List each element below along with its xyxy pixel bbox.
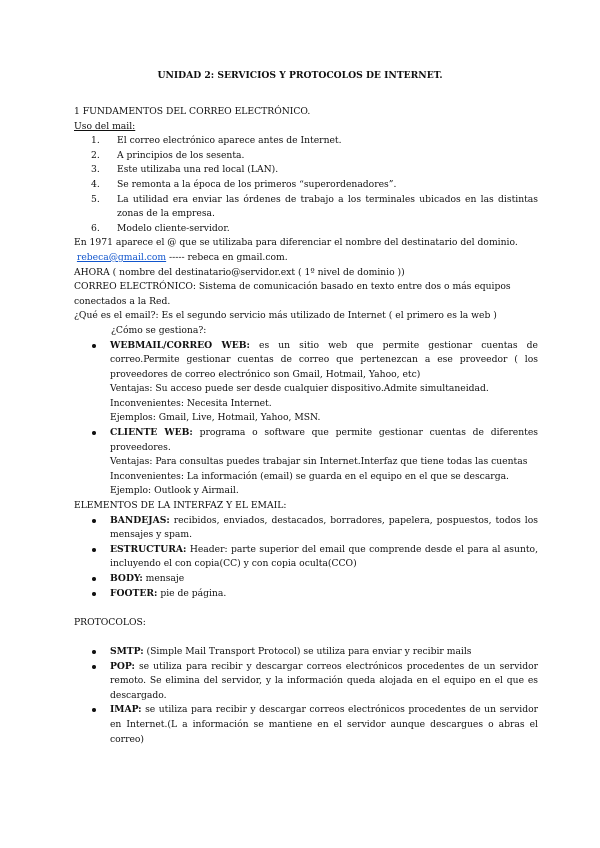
list-item-label: BANDEJAS: <box>110 514 170 526</box>
list-item <box>74 514 538 543</box>
section1-heading: 1 FUNDAMENTOS DEL CORREO ELECTRÓNICO. <box>74 106 311 117</box>
list-item-subline: Ventajas: Para consultas puedes trabajar sin Internet.Interfaz que tiene todas las cuentas <box>110 456 528 468</box>
list-item-text: El correo electrónico aparece antes de Internet. <box>117 135 342 147</box>
list-item-label: FOOTER: <box>110 587 158 599</box>
bullet-icon <box>92 548 96 552</box>
list-item-text: A principios de los sesenta. <box>117 149 245 161</box>
list-number: 6. <box>91 222 100 234</box>
list-number: 2. <box>91 149 100 161</box>
list-item-text: Este utilizaba una red local (LAN). <box>117 164 279 176</box>
list-item-subline: Ventajas: Su acceso puede ser desde cualquier dispositivo.Admite simultaneidad. <box>110 383 489 395</box>
bullet-icon <box>92 519 96 523</box>
list-item-label: POP: <box>110 660 135 672</box>
list-item-text: mensaje <box>142 573 185 584</box>
email-link[interactable]: rebeca@gmail.com <box>76 251 167 263</box>
list-item-label: SMTP: <box>110 645 144 657</box>
list-item-text: Header: parte superior del email que comprende desde el para al asunto, incluyendo el con copia(CC) y con copia oculta(CCO) <box>110 543 538 570</box>
list-item <box>74 339 538 383</box>
uso-list <box>74 134 538 236</box>
list-item <box>74 543 538 572</box>
spacer <box>74 630 538 645</box>
list-item <box>74 149 538 164</box>
list-number: 4. <box>91 178 100 190</box>
list-item <box>74 572 538 587</box>
como-se-gestiona: ¿Cómo se gestiona?: <box>111 324 207 336</box>
uso-heading: Uso del mail: <box>74 120 136 132</box>
list-item-text: La utilidad era enviar las órdenes de trabajo a los terminales ubicados en las distintas zonas de la empresa. <box>117 193 538 220</box>
list-item <box>74 587 538 602</box>
list-item-text: recibidos, enviados, destacados, borradores, papelera, pospuestos, todos los mensajes y spam. <box>110 514 538 541</box>
list-item-text: es un sitio web que permite gestionar cuentas de correo.Permite gestionar cuentas de correo que pertenezcan a ese proveedor ( los proveedores de correo electrónico son Gmail, Hotmail, Yahoo, etc) <box>110 339 538 380</box>
list-item-text: se utiliza para recibir y descargar correos electrónicos procedentes de un servidor remoto. Se elimina del servidor, y la información queda alojada en el equipo en el que es descargado. <box>110 660 538 701</box>
list-item-label: WEBMAIL/CORREO WEB: <box>110 339 250 351</box>
email-example-suffix: ----- rebeca en gmail.com. <box>166 251 288 263</box>
protocolos-list <box>74 645 538 747</box>
protocolos-heading: PROTOCOLOS: <box>74 616 146 628</box>
list-item-text: pie de página. <box>157 587 227 599</box>
list-item-subline: Ejemplo: Outlook y Airmail. <box>110 485 239 497</box>
gestion-list <box>74 339 538 500</box>
list-item-text: Modelo cliente-servidor. <box>117 222 230 234</box>
correo-definition: CORREO ELECTRÓNICO: Sistema de comunicación basado en texto entre dos o más equipos conectados a la Red. <box>74 281 511 307</box>
list-item <box>74 426 538 455</box>
email-example-line <box>74 251 538 266</box>
list-item-text: se utiliza para recibir y descargar correos electrónicos procedentes de un servidor en Internet.(L a información se mantiene en el servidor aunque descargues o abras el correo) <box>110 704 538 745</box>
list-item-label: BODY: <box>110 573 143 584</box>
list-item-subline: Inconvenientes: La información (email) se guarda en el equipo en el que se descarga. <box>110 470 509 482</box>
list-item-subline: Ejemplos: Gmail, Live, Hotmail, Yahoo, MSN. <box>110 412 321 424</box>
list-item <box>74 178 538 193</box>
que-es-email: ¿Qué es el email?: Es el segundo servicio más utilizado de Internet ( el primero es la web ) <box>74 310 497 322</box>
list-item <box>74 134 538 149</box>
list-item-label: IMAP: <box>110 704 142 716</box>
list-item <box>74 645 538 660</box>
bullet-icon <box>92 577 96 581</box>
at-sign-paragraph: En 1971 aparece el @ que se utilizaba para diferenciar el nombre del destinatario del dominio. <box>74 237 518 249</box>
list-number: 5. <box>91 193 100 205</box>
document-body <box>74 105 538 747</box>
list-item-text: Se remonta a la época de los primeros “superordenadores”. <box>117 178 397 190</box>
elementos-heading: ELEMENTOS DE LA INTERFAZ Y EL EMAIL: <box>74 500 287 512</box>
list-item <box>74 703 538 747</box>
list-item-text: (Simple Mail Transport Protocol) se utiliza para enviar y recibir mails <box>143 645 472 657</box>
bullet-icon <box>92 708 96 712</box>
page-title: UNIDAD 2: SERVICIOS Y PROTOCOLOS DE INTERNET. <box>157 70 443 81</box>
list-item <box>74 222 538 237</box>
list-number: 3. <box>91 164 100 176</box>
ahora-line: AHORA ( nombre del destinatario@servidor.ext ( 1º nivel de dominio )) <box>74 266 405 278</box>
list-number: 1. <box>91 135 100 147</box>
bullet-icon <box>92 650 96 654</box>
list-item-label: ESTRUCTURA: <box>110 543 187 555</box>
spacer <box>74 601 538 616</box>
list-item-subline: Inconvenientes: Necesita Internet. <box>110 397 272 409</box>
list-item <box>74 163 538 178</box>
bullet-icon <box>92 665 96 669</box>
bullet-icon <box>92 344 96 348</box>
list-item-text: programa o software que permite gestionar cuentas de diferentes proveedores. <box>110 427 538 453</box>
bullet-icon <box>92 592 96 596</box>
list-item <box>74 660 538 704</box>
elementos-list <box>74 514 538 602</box>
list-item <box>74 193 538 222</box>
bullet-icon <box>92 431 96 435</box>
list-item-label: CLIENTE WEB: <box>110 427 193 439</box>
